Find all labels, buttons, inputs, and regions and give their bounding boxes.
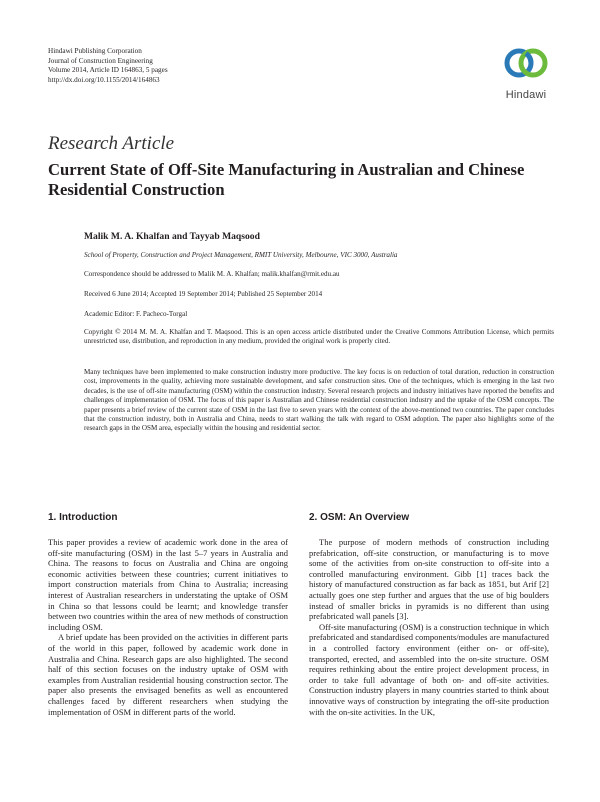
publication-dates: Received 6 June 2014; Accepted 19 September 2014; Published 25 September 2014 [84,290,323,298]
section-heading-introduction: 1. Introduction [48,512,118,523]
copyright-notice: Copyright © 2014 M. M. A. Khalfan and T. Maqsood. This is an open access article distributed under the Creative Commons Attribution License, which permits unrestricted use, distribution, and reproduction in any medium, provided the original work is properly cited. [84,328,554,346]
paragraph: A brief update has been provided on the activities in different parts of the world in this paper, followed by academic work done in Australia and China. Research gaps are also highlighted. The second half of this section focuses on the industry uptake of OSM with examples from Australian residential housing construction sector. The paper also presents the envisaged benefits as well as encountered challenges faced by different researchers when studying the implementation of OSM in different parts of the world. [48,632,288,717]
section-heading-overview: 2. OSM: An Overview [309,512,410,523]
affiliation: School of Property, Construction and Project Management, RMIT University, Melbourne, VIC 3000, Australia [84,251,398,259]
paragraph: Off-site manufacturing (OSM) is a construction technique in which prefabricated and standardised components/modules are manufactured in a controlled factory environment (either on- or off-site), transported, erected, and assembled into the on-site structure. OSM requires rethinking about the entire project development process, in order to take full advantage of both on- and off-site activities. Construction industry players in many countries started to think about innovative ways of construction by integrating the off-site production with the on-site activities. In the UK, [309,621,549,717]
hindawi-logo-text: Hindawi [505,89,547,101]
publisher-name: Hindawi Publishing Corporation [48,47,142,55]
volume-info: Volume 2014, Article ID 164863, 5 pages [48,66,168,75]
paragraph: This paper provides a review of academic work done in the area of off-site manufacturing (OSM) in the last 5–7 years in Australia and China. The reasons to focus on Australia and China are ongoing economic activities between these countries; current initiatives to import construction materials from China to Australia; increasing interest of Australian researchers in understating the uptake of OSM in China so that lessons could be learnt; and knowledge transfer between two countries within the area of new methods of construction including OSM. [48,537,288,632]
journal-name: Journal of Construction Engineering [48,56,153,65]
hindawi-logo[interactable] [495,44,557,101]
doi-link[interactable]: http://dx.doi.org/10.1155/2014/164863 [48,75,160,84]
abstract: Many techniques have been implemented to make construction industry more productive. The key focus is on reduction of total duration, reduction in construction cost, improvements in the quality, achieving more sustainable development, and safer construction sites. One of the techniques, which is emerging in the last two decades, is the use of off-site manufacturing (OSM) within the construction industry. Several research projects and industry initiatives have reported the benefits and challenges of implementation of OSM. The focus of this paper is Australian and Chinese residential construction industry and the uptake of the OSM concepts. The paper presents a brief review of the current state of OSM in the last five to seven years with the context of the above-mentioned two countries. The paper concludes that the construction industry, both in Australia and China, needs to start walking the talk with regard to OSM adoption. The paper also highlights some of the research gaps in the OSM area, especially within the housing and residential sector. [84,368,554,433]
correspondence: Correspondence should be addressed to Malik M. A. Khalfan; malik.khalfan@rmit.edu.au [84,270,340,278]
article-title: Current State of Off-Site Manufacturing in Australian and Chinese Residential Construction [48,160,525,199]
academic-editor: Academic Editor: F. Pacheco-Torgal [84,310,188,318]
column-right [309,512,549,717]
hindawi-logo-icon [504,44,548,82]
article-type: Research Article [48,133,175,154]
paragraph: The purpose of modern methods of construction including prefabrication, off-site construction, or manufacturing is to move some of the activities from on-site construction to off-site into a controlled manufacturing environment. Gibb [1] traces back the history of manufactured construction as far back as 1851, but Arif [2] actually goes one step further and argues that the use of big boulders instead of smaller bricks in pyramids is no different than using prefabricated wall panels [3]. [309,537,549,622]
journal-header [48,47,168,85]
column-left [48,512,288,717]
author-list: Malik M. A. Khalfan and Tayyab Maqsood [84,231,260,242]
